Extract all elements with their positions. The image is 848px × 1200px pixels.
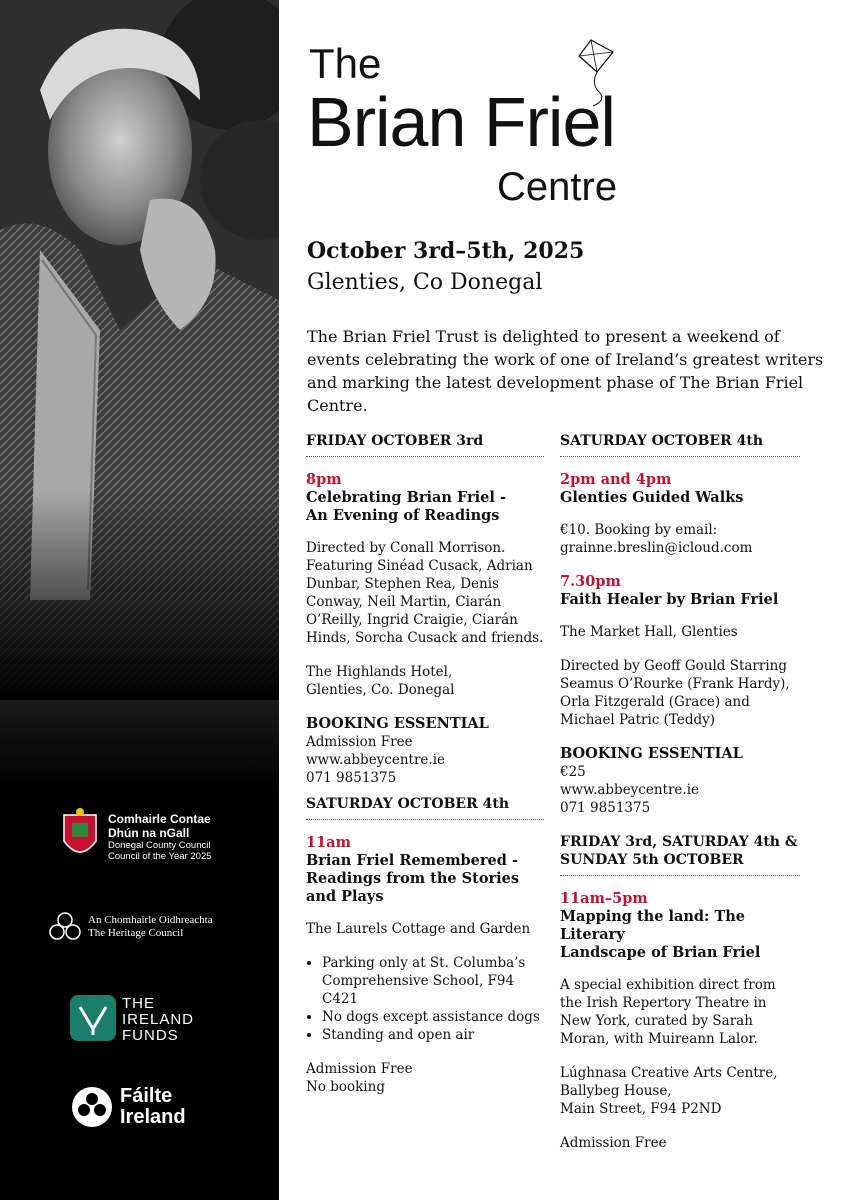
ireland-funds-line-2: IRELAND <box>122 1011 195 1028</box>
dcc-name-irish-2: Dhún na nGall <box>108 826 190 840</box>
schedule-column-right <box>560 432 800 1152</box>
booking-heading: BOOKING ESSENTIAL <box>560 745 743 762</box>
venue-line: The Highlands Hotel, <box>306 664 453 680</box>
event-title-line: Celebrating Brian Friel - <box>306 489 506 506</box>
title-brian-friel: Brian Friel <box>307 83 615 161</box>
failte-ireland-shamrock-icon <box>70 1085 114 1129</box>
event-title: Faith Healer by Brian Friel <box>560 591 779 608</box>
day-heading-line: FRIDAY 3rd, SATURDAY 4th & <box>560 834 798 850</box>
event-title <box>306 852 544 906</box>
phone-number: 071 9851375 <box>560 800 651 816</box>
dcc-award: Council of the Year 2025 <box>108 851 212 862</box>
list-item: • Standing and open air <box>322 1026 544 1044</box>
event-title-line: Landscape of Brian Friel <box>560 944 761 961</box>
event-venue: The Market Hall, Glenties <box>560 624 738 640</box>
event-title-line: Mapping the land: The Literary <box>560 908 746 943</box>
ireland-funds-line-3: FUNDS <box>122 1027 179 1044</box>
website-link[interactable]: www.abbeycentre.ie <box>560 782 700 798</box>
event-time: 11am <box>306 834 351 851</box>
email-link[interactable]: grainne.breslin@icloud.com <box>560 540 753 556</box>
heritage-council-spiral-icon <box>47 912 85 942</box>
dcc-name-english: Donegal County Council <box>108 840 211 851</box>
booking-note: No booking <box>306 1079 385 1095</box>
failte-ireland-line-1: Fáilte <box>120 1085 173 1107</box>
ireland-funds-line-1: THE <box>122 995 155 1012</box>
event-title <box>306 489 544 525</box>
event-time: 11am–5pm <box>560 890 648 907</box>
heritage-council-irish: An Chomhairle Oidhreachta <box>88 914 213 926</box>
main-content <box>279 0 848 1200</box>
venue-line: Glenties, Co. Donegal <box>306 682 455 698</box>
ireland-funds-logo-icon <box>70 995 116 1041</box>
venue-line: Lúghnasa Creative Arts Centre, <box>560 1065 778 1081</box>
event-description: Directed by Conall Morrison. Featuring Sinéad Cusack, Adrian Dunbar, Stephen Rea, Denis Conway, Neil Martin, Ciarán O’Reilly, Ingrid Craigie, Ciarán Hinds, Sorcha Cusack and friends. <box>306 540 544 646</box>
price-line: €10. Booking by email: <box>560 522 718 538</box>
event-title-line: Brian Friel Remembered - <box>306 852 518 869</box>
event-venue: The Laurels Cottage and Garden <box>306 921 531 937</box>
admission: Admission Free <box>560 1135 667 1151</box>
event-description: Directed by Geoff Gould Starring Seamus O’Rourke (Frank Hardy), Orla Fitzgerald (Grace) and Michael Patric (Teddy) <box>560 658 790 728</box>
venue-line: Main Street, F94 P2ND <box>560 1101 722 1117</box>
failte-ireland-line-2: Ireland <box>120 1106 186 1128</box>
event-title-line: Readings from the Stories <box>306 870 520 887</box>
portrait-photo <box>0 0 279 700</box>
event-dates: October 3rd–5th, 2025 <box>307 238 585 264</box>
dcc-name-irish-1: Comhairle Contae <box>108 812 211 826</box>
event-title-line: and Plays <box>306 888 384 905</box>
day-heading: SATURDAY OCTOBER 4th <box>306 795 544 820</box>
event-title <box>560 908 800 962</box>
admission: Admission Free <box>306 1061 413 1077</box>
event-description: A special exhibition direct from the Irish Repertory Theatre in New York, curated by Sarah Moran, with Muireann Lalor. <box>560 977 776 1047</box>
day-heading: SATURDAY OCTOBER 4th <box>560 432 800 457</box>
event-time: 7.30pm <box>560 573 621 590</box>
event-title-line: An Evening of Readings <box>306 507 500 524</box>
heritage-council-english: The Heritage Council <box>88 927 184 939</box>
price: €25 <box>560 764 586 780</box>
event-title: Glenties Guided Walks <box>560 489 744 506</box>
event-booking <box>560 521 800 557</box>
title-centre: Centre <box>497 165 618 209</box>
phone-number: 071 9851375 <box>306 770 397 786</box>
booking-heading: BOOKING ESSENTIAL <box>306 715 489 732</box>
list-item: • No dogs except assistance dogs <box>322 1008 544 1026</box>
title-the: The <box>309 40 382 87</box>
event-location: Glenties, Co Donegal <box>307 270 543 295</box>
admission: Admission Free <box>306 734 413 750</box>
day-heading <box>560 833 800 876</box>
donegal-crest-icon <box>58 807 102 867</box>
schedule-column-left <box>306 432 544 1096</box>
event-time: 8pm <box>306 471 342 488</box>
day-heading-line: SUNDAY 5th OCTOBER <box>560 852 744 868</box>
left-panel <box>0 0 279 1200</box>
event-venue <box>306 663 544 699</box>
website-link[interactable]: www.abbeycentre.ie <box>306 752 446 768</box>
day-heading: FRIDAY OCTOBER 3rd <box>306 432 544 457</box>
event-time: 2pm and 4pm <box>560 471 672 488</box>
list-item: • Parking only at St. Columba’s Comprehensive School, F94 C421 <box>322 954 544 1008</box>
event-venue <box>560 1064 800 1118</box>
event-notes-list <box>306 954 544 1044</box>
intro-paragraph: The Brian Friel Trust is delighted to present a weekend of events celebrating the work of one of Ireland’s greatest writers and marking the latest development phase of The Brian Friel Centre. <box>307 327 824 415</box>
venue-line: Ballybeg House, <box>560 1083 672 1099</box>
